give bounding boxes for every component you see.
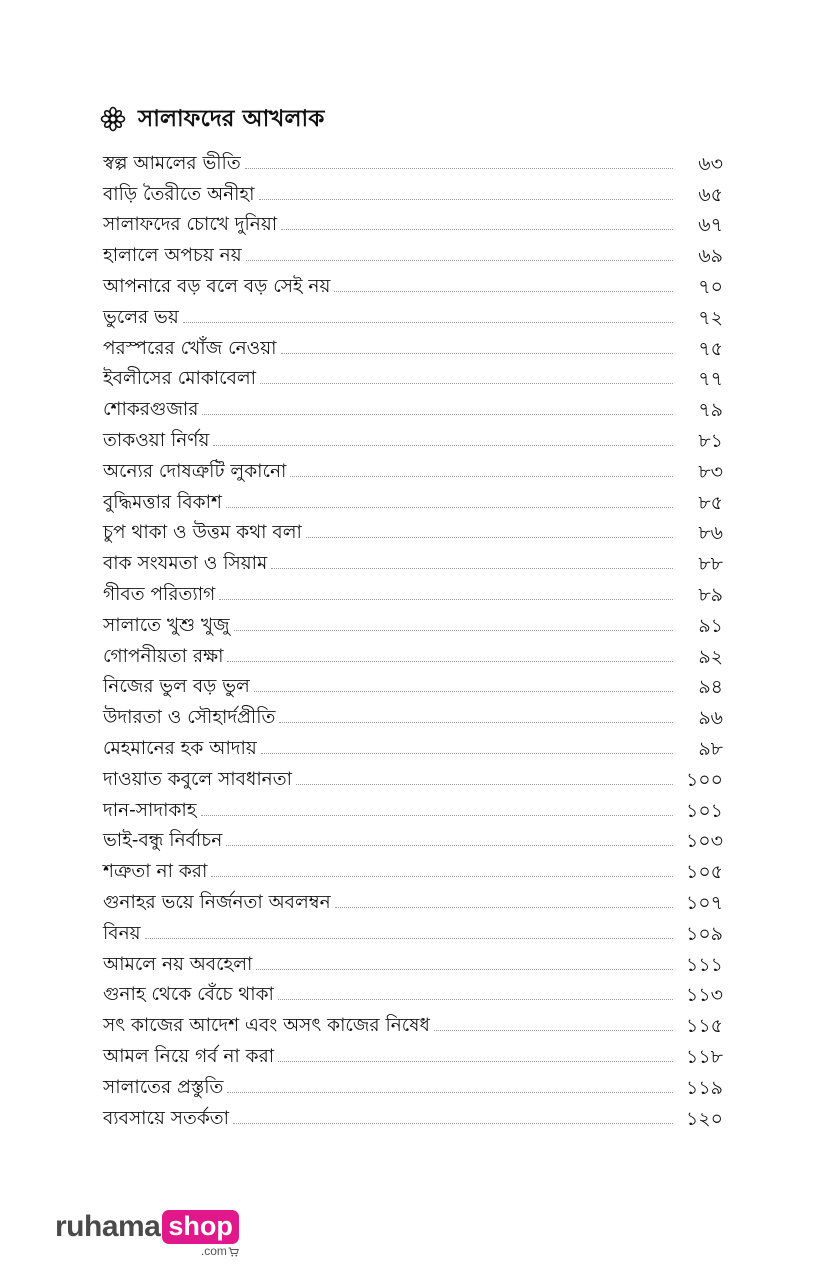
toc-entry-page: ৯১ (698, 614, 723, 637)
toc-entry-title: উদারতা ও সৌহার্দপ্রীতি (103, 707, 276, 729)
toc-entry-title: শত্রুতা না করা (103, 861, 208, 883)
dot-leader (296, 784, 673, 785)
toc-entry (103, 330, 723, 361)
dot-leader (281, 353, 674, 354)
dot-leader (271, 568, 673, 569)
toc-entry-title: সালাফদের চোখে দুনিয়া (103, 214, 278, 236)
toc-entry-title: গীবত পরিত্যাগ (103, 583, 216, 605)
toc-entry-title: সালাতে খুশু খুজু (103, 614, 230, 636)
toc-entry-title: অন্যের দোষত্রুটি লুকানো (103, 460, 287, 482)
dot-leader (183, 322, 673, 323)
toc-entry-title: বিনয় (103, 922, 141, 944)
toc-entry-page: ১০০ (685, 768, 723, 791)
toc-entry-page: ৭৫ (698, 337, 723, 360)
toc-entry-title: সৎ কাজের আদেশ এবং অসৎ কাজের নিষেধ (103, 1015, 430, 1037)
toc-entry-title: শোকরগুজার (103, 399, 199, 421)
dot-leader (226, 845, 673, 846)
toc-entry-page: ৮৯ (698, 583, 723, 606)
toc-entry (103, 607, 723, 638)
toc-entry-title: চুপ থাকা ও উত্তম কথা বলা (103, 522, 302, 544)
dot-leader (246, 260, 673, 261)
toc-entry-page: ৮৮ (698, 553, 723, 576)
toc-entry (103, 576, 723, 607)
toc-entry-page: ৬৭ (698, 214, 723, 237)
toc-entry-page: ৭৭ (698, 368, 723, 391)
toc-entry-page: ১১৫ (686, 1015, 723, 1038)
toc-entry-page: ১০৭ (685, 891, 723, 914)
toc-entry-page: ১১৮ (686, 1045, 723, 1068)
dot-leader (254, 691, 673, 692)
toc-entry-page: ৭২ (698, 306, 723, 329)
toc-entry (103, 237, 723, 268)
dot-leader (434, 1030, 673, 1031)
toc-entry (103, 145, 723, 176)
dot-leader (261, 753, 673, 754)
dot-leader (256, 969, 673, 970)
dot-leader (245, 168, 673, 169)
toc-entry-title: গুনাহ থেকে বেঁচে থাকা (103, 984, 274, 1006)
toc-entry-title: ভাই-বন্ধু নির্বাচন (103, 830, 223, 852)
toc-entry (103, 545, 723, 576)
toc-entry-page: ১০৫ (685, 861, 723, 884)
toc-entry-title: ভুলের ভয় (103, 306, 179, 328)
toc-entry (103, 515, 723, 546)
toc-entry-page: ১২০ (685, 1107, 723, 1130)
toc-entry-title: ব্যবসায়ে সতর্কতা (103, 1107, 230, 1129)
toc-entry-page: ৬৫ (698, 183, 723, 206)
toc-entry (103, 391, 723, 422)
toc-entry (103, 422, 723, 453)
toc-entry (103, 823, 723, 854)
toc-entry-page: ১০৩ (685, 830, 723, 853)
ruhamashop-logo (55, 1210, 239, 1258)
dot-leader (145, 938, 673, 939)
dot-leader (281, 229, 673, 230)
toc-entry-title: নিজের ভুল বড় ভুল (103, 676, 250, 698)
toc-entry-page: ১১৩ (685, 984, 723, 1007)
toc-entry-title: হালালে অপচয় নয় (103, 245, 242, 267)
toc-entry-title: আমল নিয়ে গর্ব না করা (103, 1045, 275, 1067)
logo-text-shop: shop (162, 1210, 239, 1244)
toc-entry-title: দান-সাদাকাহ (103, 799, 197, 821)
dot-leader (234, 630, 673, 631)
dot-leader (290, 476, 673, 477)
toc-entry (103, 792, 723, 823)
dot-leader (306, 537, 673, 538)
dot-leader (201, 815, 674, 816)
toc-entry-title: বুদ্ধিমত্তার বিকাশ (103, 491, 222, 513)
toc-entry-page: ৯৪ (698, 676, 723, 699)
dot-leader (211, 876, 673, 877)
toc-entry-title: আপনারে বড় বলে বড় সেই নয় (103, 275, 331, 297)
toc-entry (103, 977, 723, 1008)
dot-leader (259, 199, 673, 200)
toc-entry-title: মেহমানের হক আদায় (103, 737, 257, 759)
toc-entry (103, 1069, 723, 1100)
toc-entry-page: ১১১ (686, 953, 723, 976)
section-title: সালাফদের আখলাক (138, 105, 325, 132)
dot-leader (278, 1061, 673, 1062)
logo-domain (201, 1245, 239, 1258)
toc-entry (103, 730, 723, 761)
toc-entry (103, 884, 723, 915)
toc-entry-page: ১০১ (685, 799, 723, 822)
toc-entry (103, 1007, 723, 1038)
toc-entry-title: বাড়ি তৈরীতে অনীহা (103, 183, 255, 205)
toc-entry (103, 361, 723, 392)
logo-text-domain: .com (200, 1244, 227, 1258)
toc-entry (103, 853, 723, 884)
toc-entry (103, 207, 723, 238)
toc-entry (103, 669, 723, 700)
toc-entry-page: ৮৬ (698, 522, 723, 545)
toc-entry (103, 1038, 723, 1069)
dot-leader (334, 291, 673, 292)
toc-entry-page: ৮১ (698, 429, 723, 452)
dot-leader (260, 383, 673, 384)
toc-entry-title: তাকওয়া নির্ণয় (103, 429, 210, 451)
logo-shop-group (162, 1210, 239, 1258)
toc-entry-page: ৮৫ (698, 491, 723, 514)
dot-leader (335, 907, 673, 908)
toc-entry (103, 699, 723, 730)
dot-leader (227, 1092, 673, 1093)
toc-entry (103, 1100, 723, 1131)
toc-entry-page: ১১৯ (686, 1076, 723, 1099)
toc-entry-title: আমলে নয় অবহেলা (103, 953, 253, 975)
toc-entry (103, 915, 723, 946)
toc-entry-page: ৮৩ (698, 460, 723, 483)
dot-leader (279, 722, 673, 723)
toc-entry-page: ৭৯ (698, 399, 723, 422)
toc-entry-title: সালাতের প্রস্তুতি (103, 1076, 224, 1098)
flower-ornament-icon (100, 106, 126, 132)
toc-entry-page: ৯২ (698, 645, 723, 668)
toc-entry (103, 268, 723, 299)
toc-entry-page: ৭০ (698, 275, 723, 298)
toc-entry-page: ৯৮ (698, 737, 723, 760)
table-of-contents (103, 145, 723, 1131)
toc-entry (103, 761, 723, 792)
toc-entry-title: স্বল্প আমলের ভীতি (103, 152, 241, 174)
toc-entry (103, 299, 723, 330)
toc-entry-title: গোপনীয়তা রক্ষা (103, 645, 224, 667)
cart-icon (228, 1247, 239, 1257)
toc-entry-title: পরস্পরের খোঁজ নেওয়া (103, 337, 277, 359)
dot-leader (213, 445, 673, 446)
toc-entry-title: গুনাহর ভয়ে নির্জনতা অবলম্বন (103, 891, 331, 913)
dot-leader (227, 661, 673, 662)
logo-text-ruhama: ruhama (55, 1210, 161, 1243)
toc-entry (103, 453, 723, 484)
toc-entry-title: দাওয়াত কবুলে সাবধানতা (103, 768, 292, 790)
section-header (100, 102, 324, 136)
toc-entry (103, 484, 723, 515)
toc-entry-page: ৬৯ (698, 245, 723, 268)
toc-entry-page: ১০৯ (685, 922, 723, 945)
toc-entry-page: ৬৩ (698, 152, 723, 175)
dot-leader (219, 599, 673, 600)
toc-entry-title: বাক সংযমতা ও সিয়াম (103, 553, 268, 575)
toc-entry (103, 638, 723, 669)
dot-leader (226, 507, 673, 508)
toc-entry-page: ৯৬ (698, 707, 723, 730)
dot-leader (278, 999, 673, 1000)
dot-leader (233, 1123, 673, 1124)
dot-leader (202, 414, 673, 415)
toc-entry (103, 946, 723, 977)
toc-entry (103, 176, 723, 207)
toc-entry-title: ইবলীসের মোকাবেলা (103, 368, 257, 390)
